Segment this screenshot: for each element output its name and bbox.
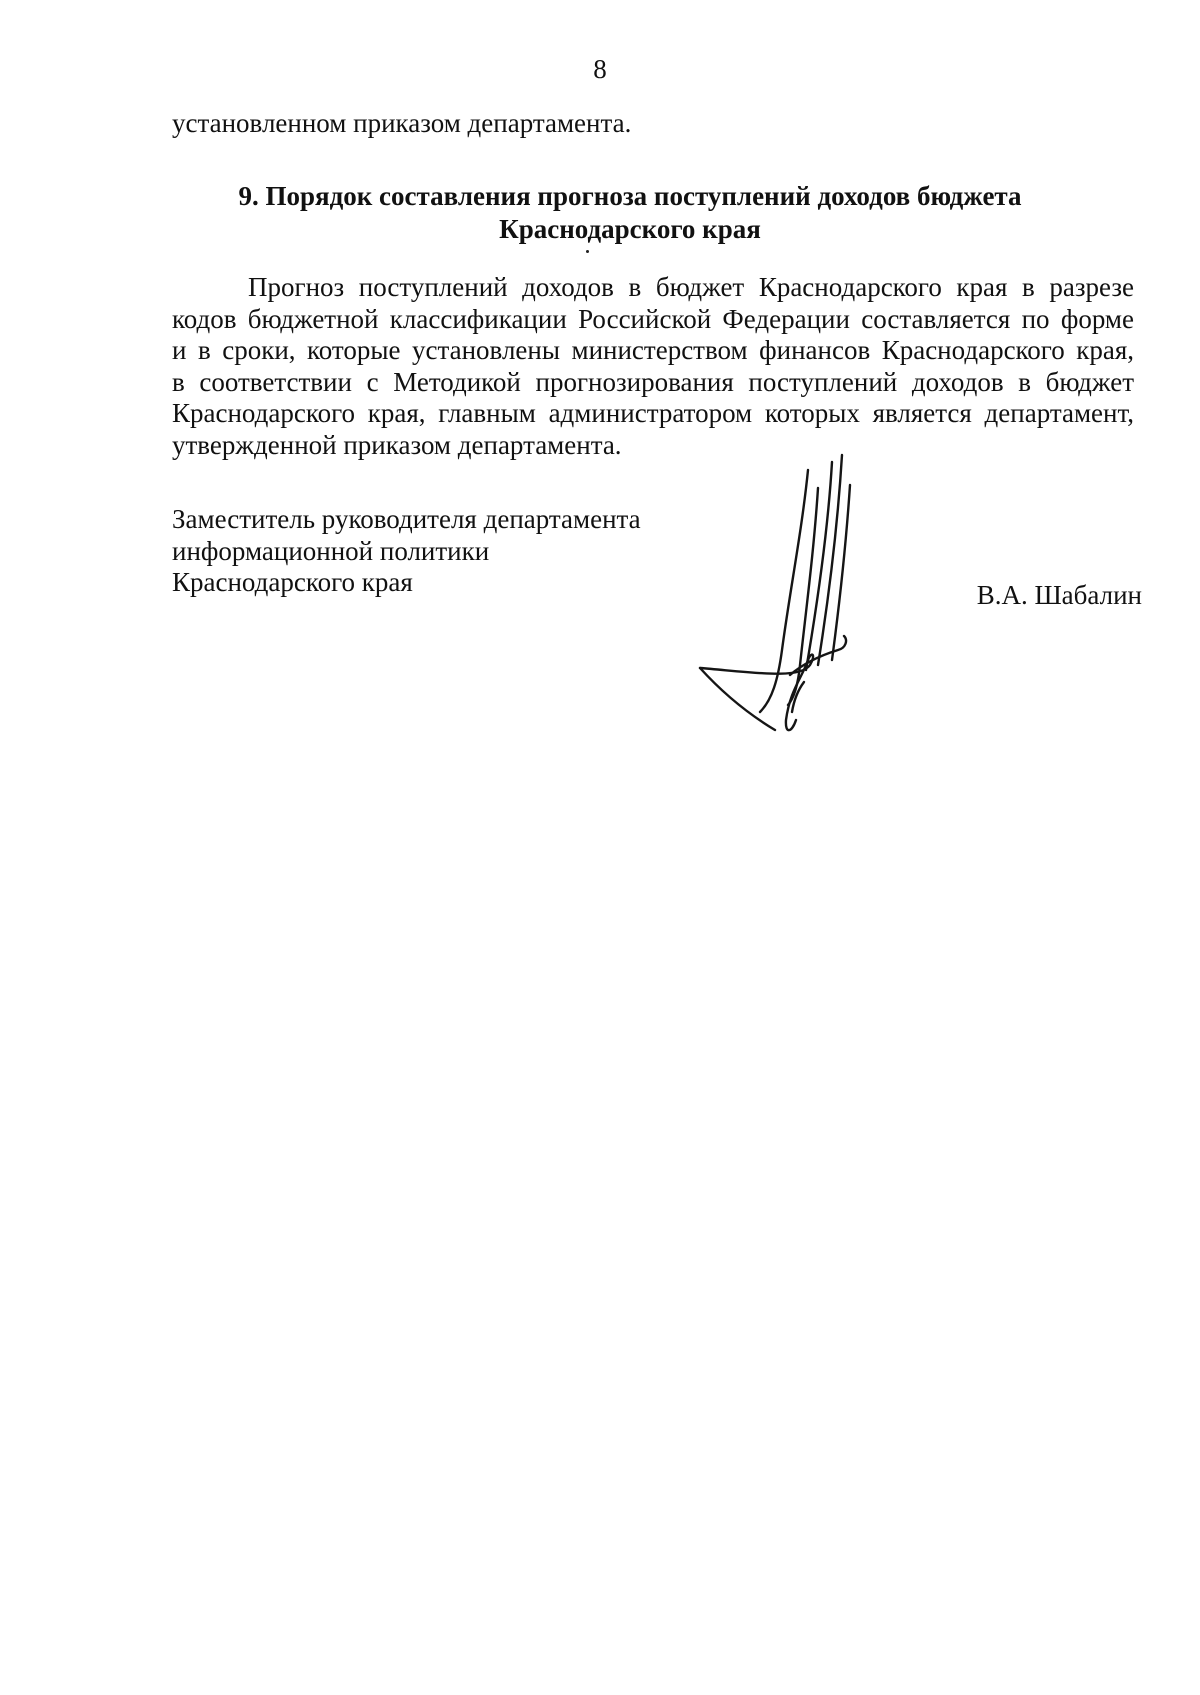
- section-title: [200, 180, 1060, 246]
- signer-position-line: Заместитель руководителя департамента: [172, 504, 641, 534]
- paragraph-line: кодов бюджетной классификации Российской Федерации составляется по форме: [172, 303, 1134, 334]
- section-title-line-1: 9. Порядок составления прогноза поступлений доходов бюджета: [238, 181, 1022, 211]
- paragraph-line: Краснодарского края, главным администратором которых является департамент,: [172, 398, 1134, 428]
- paragraph-line: утвержденной приказом департамента.: [172, 429, 622, 460]
- signer-position-line: Краснодарского края: [172, 567, 413, 597]
- continuation-text: установленном приказом департамента.: [172, 108, 632, 138]
- signer-position-line: информационной политики: [172, 535, 490, 566]
- paragraph-line: и в сроки, которые установлены министерством финансов Краснодарского края,: [172, 335, 1134, 365]
- page-number: 8: [593, 54, 607, 84]
- section-title-line-2: Краснодарского края: [499, 214, 761, 244]
- handwritten-signature: [690, 450, 890, 740]
- paragraph-line: Прогноз поступлений доходов в бюджет Краснодарского края в разрезе: [248, 272, 1134, 302]
- signer-position: [172, 504, 641, 599]
- body-paragraph: [172, 272, 1134, 461]
- paragraph-line: в соответствии с Методикой прогнозирования поступлений доходов в бюджет: [172, 366, 1134, 397]
- signer-name: В.А. Шабалин: [976, 580, 1142, 610]
- scan-speck: [586, 250, 589, 253]
